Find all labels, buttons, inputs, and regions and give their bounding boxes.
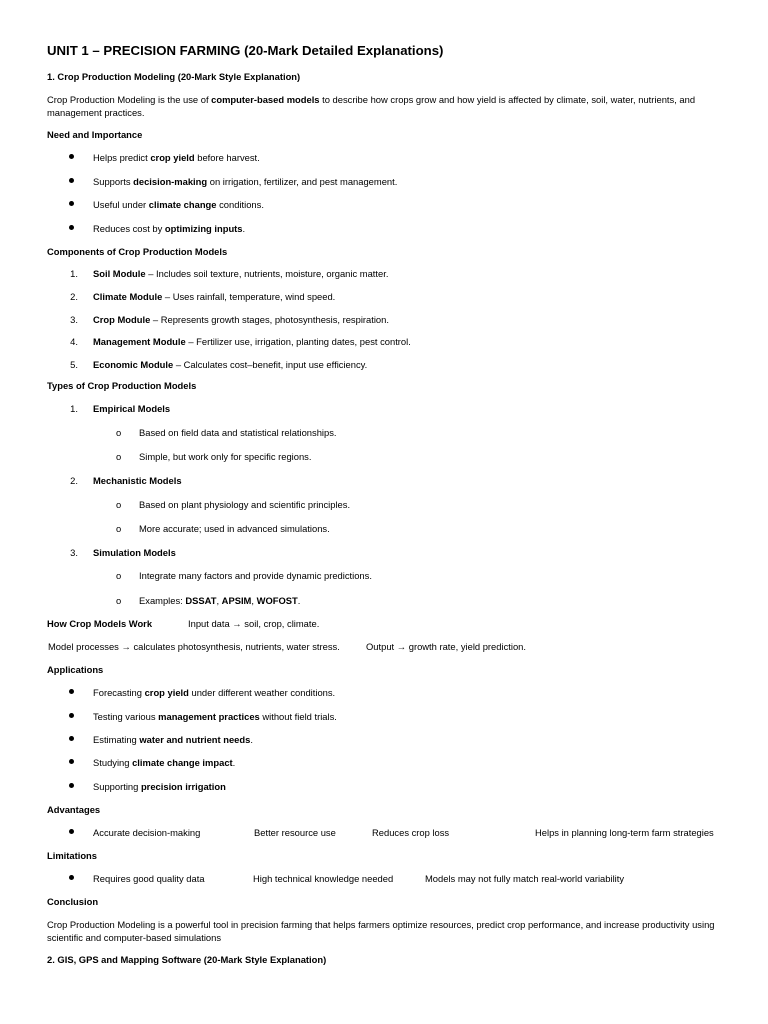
limitation-item: High technical knowledge needed (253, 873, 394, 884)
sub-bullet-marker: o (116, 595, 122, 606)
applications-heading: Applications (47, 664, 104, 675)
need-item: Helps predict crop yield before harvest. (93, 152, 260, 163)
section-heading-crop-modeling: 1. Crop Production Modeling (20-Mark Style Explanation) (47, 71, 301, 82)
bullet-marker (69, 689, 74, 694)
list-number: 1. (70, 403, 78, 414)
how-process: Model processes → calculates photosynthesis, nutrients, water stress. (48, 641, 340, 652)
section-heading-gis: 2. GIS, GPS and Mapping Software (20-Mark Style Explanation) (47, 954, 327, 965)
sub-bullet-marker: o (116, 451, 122, 462)
components-heading: Components of Crop Production Models (47, 246, 228, 257)
list-number: 3. (70, 547, 78, 558)
sub-bullet-marker: o (116, 570, 122, 581)
application-item: Estimating water and nutrient needs. (93, 734, 253, 745)
list-number: 2. (70, 291, 78, 302)
type-sub-item: Simple, but work only for specific regions. (139, 451, 312, 462)
bullet-marker (69, 713, 74, 718)
type-item: Empirical Models (93, 403, 171, 414)
sub-bullet-marker: o (116, 427, 122, 438)
application-item: Studying climate change impact. (93, 757, 236, 768)
component-item: Management Module – Fertilizer use, irrigation, planting dates, pest control. (93, 336, 411, 347)
bullet-marker (69, 201, 74, 206)
page-title: UNIT 1 – PRECISION FARMING (20-Mark Detailed Explanations) (47, 43, 444, 58)
bullet-marker (69, 736, 74, 741)
component-item: Soil Module – Includes soil texture, nutrients, moisture, organic matter. (93, 268, 389, 279)
limitation-item: Requires good quality data (93, 873, 205, 884)
conclusion-paragraph: Crop Production Modeling is a powerful tool in precision farming that helps farmers optimize resources, predict crop performance, and increase productivity using scientific and computer-based simulations (47, 919, 715, 943)
list-number: 4. (70, 336, 78, 347)
component-item: Climate Module – Uses rainfall, temperature, wind speed. (93, 291, 336, 302)
type-sub-item: Based on plant physiology and scientific principles. (139, 499, 351, 510)
bullet-marker (69, 154, 74, 159)
advantage-item: Reduces crop loss (372, 827, 450, 838)
how-heading: How Crop Models Work (47, 618, 153, 629)
component-item: Economic Module – Calculates cost–benefit, input use efficiency. (93, 359, 368, 370)
type-item: Simulation Models (93, 547, 176, 558)
intro-paragraph: Crop Production Modeling is the use of computer-based models to describe how crops grow and how yield is affected by climate, soil, water, nutrients, and management practices. (47, 94, 696, 118)
examples-line: Examples: DSSAT, APSIM, WOFOST. (139, 595, 301, 606)
list-number: 1. (70, 268, 78, 279)
application-item: Testing various management practices without field trials. (93, 711, 337, 722)
type-sub-item: Based on field data and statistical relationships. (139, 427, 337, 438)
type-sub-item: Integrate many factors and provide dynamic predictions. (139, 570, 372, 581)
sub-bullet-marker: o (116, 523, 122, 534)
list-number: 2. (70, 475, 78, 486)
bullet-marker (69, 829, 74, 834)
advantages-heading: Advantages (47, 804, 101, 815)
bullet-marker (69, 225, 74, 230)
need-item: Useful under climate change conditions. (93, 199, 264, 210)
application-item: Supporting precision irrigation (93, 781, 226, 792)
conclusion-heading: Conclusion (47, 896, 99, 907)
list-number: 3. (70, 314, 78, 325)
types-heading: Types of Crop Production Models (47, 380, 197, 391)
advantage-item: Better resource use (254, 827, 336, 838)
bullet-marker (69, 783, 74, 788)
type-sub-item: More accurate; used in advanced simulations. (139, 523, 330, 534)
need-item: Supports decision-making on irrigation, fertilizer, and pest management. (93, 176, 398, 187)
application-item: Forecasting crop yield under different weather conditions. (93, 687, 336, 698)
sub-bullet-marker: o (116, 499, 122, 510)
bullet-marker (69, 759, 74, 764)
need-item: Reduces cost by optimizing inputs. (93, 223, 246, 234)
component-item: Crop Module – Represents growth stages, photosynthesis, respiration. (93, 314, 389, 325)
bullet-marker (69, 875, 74, 880)
list-number: 5. (70, 359, 78, 370)
how-input: Input data → soil, crop, climate. (188, 618, 320, 629)
bullet-marker (69, 178, 74, 183)
limitation-item: Models may not fully match real-world variability (425, 873, 625, 884)
limitations-heading: Limitations (47, 850, 98, 861)
type-item: Mechanistic Models (93, 475, 182, 486)
how-output: Output → growth rate, yield prediction. (366, 641, 526, 652)
advantage-item: Helps in planning long-term farm strategies (535, 827, 714, 838)
advantage-item: Accurate decision-making (93, 827, 201, 838)
need-heading: Need and Importance (47, 129, 143, 140)
